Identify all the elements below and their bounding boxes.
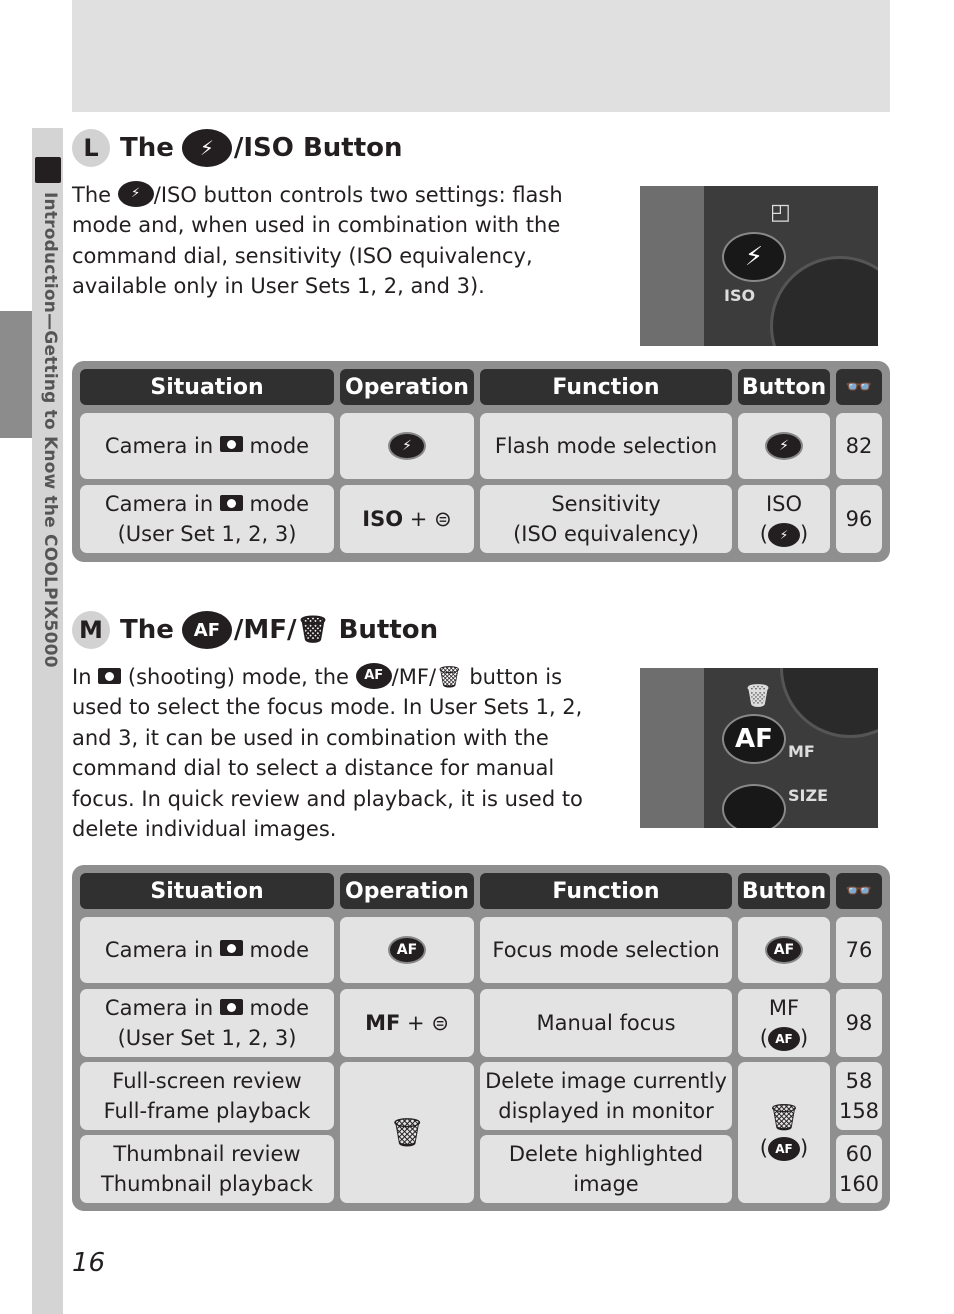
table-row-button xyxy=(738,989,830,1057)
table-row-page: 76 xyxy=(836,917,882,983)
flash-icon: ⚡ xyxy=(768,523,800,547)
para-text: The xyxy=(72,183,112,207)
table-row-button xyxy=(738,485,830,553)
command-dial-icon: ⊜ xyxy=(434,507,452,531)
cell-text: Camera in xyxy=(104,434,214,458)
header-band xyxy=(72,0,890,112)
quality-button-photo xyxy=(722,784,786,828)
plus-sign: + xyxy=(409,507,428,531)
cell-text: Sensitivity xyxy=(551,492,661,516)
table-row-situation xyxy=(80,485,334,553)
section-m-paragraph xyxy=(72,662,600,844)
col-header-operation: Operation xyxy=(340,873,474,909)
page-ref: 58 xyxy=(845,1069,873,1093)
command-dial xyxy=(780,668,878,738)
cell-text: Thumbnail playback xyxy=(100,1172,314,1196)
camera-mode-icon: ◰ xyxy=(770,200,791,225)
paren: ( xyxy=(759,1135,768,1160)
table-row-operation xyxy=(340,413,474,479)
table-row-situation xyxy=(80,413,334,479)
cell-text: Camera in xyxy=(104,996,214,1020)
table-row-page: 96 xyxy=(836,485,882,553)
para-text: In xyxy=(72,665,92,689)
col-header-button: Button xyxy=(738,873,830,909)
heading-text-pre: The xyxy=(120,615,174,645)
cell-text: displayed in monitor xyxy=(498,1099,714,1123)
paren: ) xyxy=(800,1135,809,1160)
page-number: 16 xyxy=(72,1248,106,1278)
af-icon: AF xyxy=(768,1137,800,1161)
cell-text: mode xyxy=(249,492,310,516)
iso-label-photo: ISO xyxy=(724,286,756,305)
camera-icon xyxy=(220,495,243,511)
table-row-operation xyxy=(340,485,474,553)
flash-button-photo: ⚡ xyxy=(722,232,786,282)
table-flash-iso xyxy=(72,361,890,562)
para-text: (shooting) mode, the xyxy=(127,665,349,689)
flash-icon: ⚡ xyxy=(118,181,154,207)
page-ref: 160 xyxy=(838,1172,880,1196)
col-header-page-icon: 👓 xyxy=(836,369,882,405)
cell-text: Full-screen review xyxy=(112,1069,302,1093)
table-row-operation xyxy=(340,917,474,983)
plus-sign: + xyxy=(407,1011,425,1035)
camera-icon xyxy=(98,668,121,684)
trash-icon: 🗑 xyxy=(767,1102,801,1133)
cell-text: image xyxy=(573,1172,639,1196)
camera-icon xyxy=(220,940,243,956)
col-header-page-icon: 👓 xyxy=(836,873,882,909)
camera-icon xyxy=(220,436,243,452)
command-dial-icon: ⊜ xyxy=(431,1011,449,1035)
table-row-page xyxy=(836,1135,882,1203)
cell-text: mode xyxy=(249,938,310,962)
heading-text-post: /MF/🗑 Button xyxy=(233,615,439,645)
mf-label-photo: MF xyxy=(788,742,815,761)
table-row-situation xyxy=(80,989,334,1057)
table-row-button xyxy=(738,413,830,479)
table-row-situation xyxy=(80,917,334,983)
af-button-photo: AF xyxy=(722,714,786,764)
col-header-situation: Situation xyxy=(80,873,334,909)
section-m-heading xyxy=(72,610,438,650)
heading-text-post: /ISO Button xyxy=(233,133,403,163)
table-row-operation xyxy=(340,989,474,1057)
col-header-function: Function xyxy=(480,873,732,909)
table-row-function xyxy=(480,1135,732,1203)
af-icon: AF xyxy=(768,1027,800,1051)
cell-text: Camera in xyxy=(104,938,214,962)
sidebar-tab-marker xyxy=(0,311,32,438)
mf-label: MF xyxy=(365,1011,401,1035)
table-af-mf xyxy=(72,865,890,1211)
flash-icon: ⚡ xyxy=(182,129,232,167)
cell-text: (User Set 1, 2, 3) xyxy=(117,522,297,546)
cell-text: Delete highlighted xyxy=(508,1142,704,1166)
command-dial xyxy=(770,256,878,346)
section-letter: L xyxy=(72,129,110,167)
camera-back-photo-flash xyxy=(640,186,878,346)
iso-label: ISO xyxy=(765,492,803,516)
af-icon: AF xyxy=(182,611,232,649)
section-letter: M xyxy=(72,611,110,649)
paren: ( xyxy=(759,1026,768,1050)
table-row-button xyxy=(738,917,830,983)
trash-icon: 🗑 xyxy=(744,684,772,709)
cell-text: (User Set 1, 2, 3) xyxy=(117,1026,297,1050)
table-row-function xyxy=(480,485,732,553)
camera-icon xyxy=(35,157,61,183)
cell-text: Full-frame playback xyxy=(103,1099,311,1123)
col-header-button: Button xyxy=(738,369,830,405)
table-row-page xyxy=(836,1062,882,1130)
table-row-function: Flash mode selection xyxy=(480,413,732,479)
photo-panel xyxy=(640,668,704,828)
cell-text: mode xyxy=(249,434,310,458)
trash-icon: 🗑 xyxy=(340,1062,474,1203)
flash-icon: ⚡ xyxy=(765,432,803,460)
col-header-operation: Operation xyxy=(340,369,474,405)
camera-icon xyxy=(220,999,243,1015)
table-row-function: Focus mode selection xyxy=(480,917,732,983)
page-ref: 60 xyxy=(845,1142,873,1166)
size-label-photo: SIZE xyxy=(788,786,829,805)
table-row-function: Manual focus xyxy=(480,989,732,1057)
iso-label: ISO xyxy=(362,507,404,531)
table-row-page: 82 xyxy=(836,413,882,479)
paren: ) xyxy=(800,522,809,546)
table-row-situation xyxy=(80,1135,334,1203)
flash-icon: ⚡ xyxy=(388,432,426,460)
mf-label: MF xyxy=(768,996,800,1020)
section-l-heading xyxy=(72,128,403,168)
table-row-button xyxy=(738,1062,830,1203)
paren: ) xyxy=(800,1026,809,1050)
af-icon: AF xyxy=(388,936,426,964)
page-ref: 158 xyxy=(838,1099,880,1123)
camera-back-photo-af xyxy=(640,668,878,828)
para-text: /ISO button controls two settings: flash mode and, when used in combination with the command dial, sensitivity (ISO equivalency, available only in User Sets 1, 2, and 3). xyxy=(72,183,563,299)
table-row-situation xyxy=(80,1062,334,1130)
col-header-situation: Situation xyxy=(80,369,334,405)
photo-panel xyxy=(640,186,704,346)
heading-text-pre: The xyxy=(120,133,174,163)
af-icon: AF xyxy=(765,936,803,964)
cell-text: (ISO equivalency) xyxy=(513,522,699,546)
cell-text: Camera in xyxy=(104,492,214,516)
table-row-function xyxy=(480,1062,732,1130)
af-icon: AF xyxy=(356,663,392,689)
paren: ( xyxy=(759,522,768,546)
section-l-paragraph xyxy=(72,180,600,302)
cell-text: Thumbnail review xyxy=(113,1142,301,1166)
cell-text: mode xyxy=(249,996,310,1020)
table-row-page: 98 xyxy=(836,989,882,1057)
para-text: /MF/🗑 button is used to select the focus mode. In User Sets 1, 2, and 3, it can be used in combination with the command dial to select a distance for manual focus. In quick review and playback, it is used to delete individual images. xyxy=(72,665,583,842)
sidebar-chapter-title: Introduction—Getting to Know the COOLPIX5000 xyxy=(40,192,60,668)
col-header-function: Function xyxy=(480,369,732,405)
cell-text: Delete image currently xyxy=(485,1069,727,1093)
